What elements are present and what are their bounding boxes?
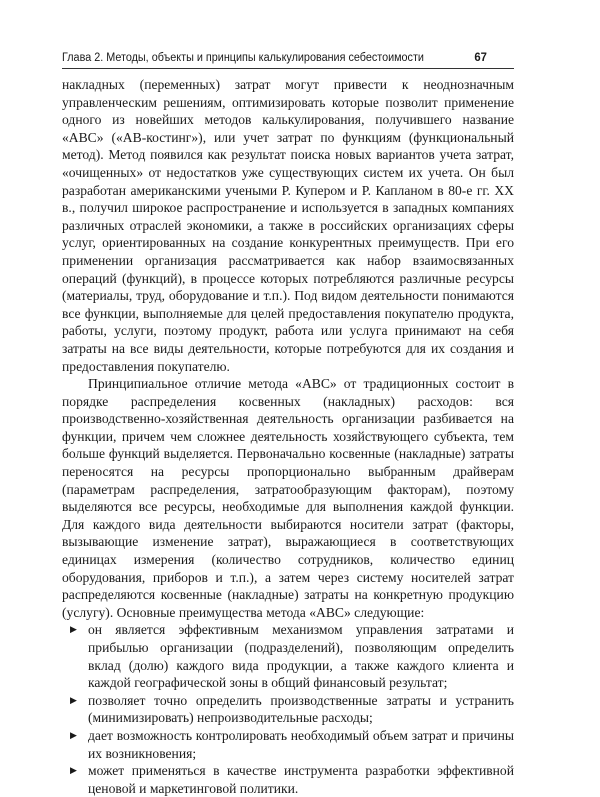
paragraph: Принципиальное отличие метода «АВС» от традиционных состоит в порядке распределения косвенных (накладных) расходов: вся производственно-хозяйственная деятельность организации разбивается на функции, причем чем сложнее деятельность хозяйствующего субъекта, тем больше функций выделяется. Первоначально косвенные (накладные) затраты переносятся на ресурсы пропорционально выбранным драйверам (параметрам распределения, затратообразующим факторам), поэтому выделяются все ресурсы, необходимые для выполнения каждой функции. Для каждого вида деятельности выбираются носители затрат (факторы, вызывающие изменение затрат), выражающиеся в соответствующих единицах измерения (количество сотрудников, количество единиц оборудования, приборов и т.п.), а затем через систему носителей затрат распределяются косвенные (накладные) затраты на конкретную продукцию (услугу). Основные преимущества метода «АВС» следующие: [62,376,514,620]
list-item-text: может применяться в качестве инструмента разработки эффективной ценовой и маркетинговой политики. [88,763,514,796]
advantages-list [62,621,514,797]
page-body [62,76,514,797]
triangle-bullet-icon: ▶ [70,765,77,776]
header-rule [62,68,514,69]
triangle-bullet-icon: ▶ [70,729,77,740]
list-item [62,727,514,762]
list-item [62,762,514,797]
list-item-text: позволяет точно определить производственные затраты и устранить (минимизировать) непроизводительные расходы; [88,692,514,726]
paragraph: накладных (переменных) затрат могут привести к неоднозначным управленческим решениям, оптимизировать которые позволит применение одного из новейших методов калькулирования, получившего название «АВС» («АВ-костинг»), или учет затрат по функциям (функциональный метод). Метод появился как результат поиска новых вариантов учета затрат, «очищенных» от недостатков уже существующих систем их учета. Он был разработан американскими учеными Р. Купером и Р. Капланом в 80-е гг. XX в., получил широкое распространение и используется в западных компаниях различных отраслей экономики, а также в российских организациях сферы услуг, ориентированных на создание конкурентных преимуществ. При его применении организация рассматривается как набор взаимосвязанных операций (функций), в процессе которых потребляются различные ресурсы (материалы, труд, оборудование и т.п.). Под видом деятельности понимаются все функции, выполняемые для целей предоставления покупателю продукта, работы, услуги, поэтому продукт, работа или услуга принимают на себя затраты на все виды деятельности, которые потребуются для их создания и предоставления покупателю. [62,77,514,374]
page-number: 67 [474,50,487,64]
chapter-title: Глава 2. Методы, объекты и принципы калькулирования себестоимости [62,52,424,64]
list-item [62,621,514,691]
list-item [62,692,514,727]
running-header [62,46,487,64]
triangle-bullet-icon: ▶ [70,624,77,635]
list-item-text: он является эффективным механизмом управления затратами и прибылью организации (подразделений), позволяющим определить вклад (долю) каждого вида продукции, а также каждого клиента и каждой географической зоны в общий финансовый результат; [88,622,514,691]
list-item-text: дает возможность контролировать необходимый объем затрат и причины их возникновения; [88,727,514,761]
triangle-bullet-icon: ▶ [70,694,77,705]
